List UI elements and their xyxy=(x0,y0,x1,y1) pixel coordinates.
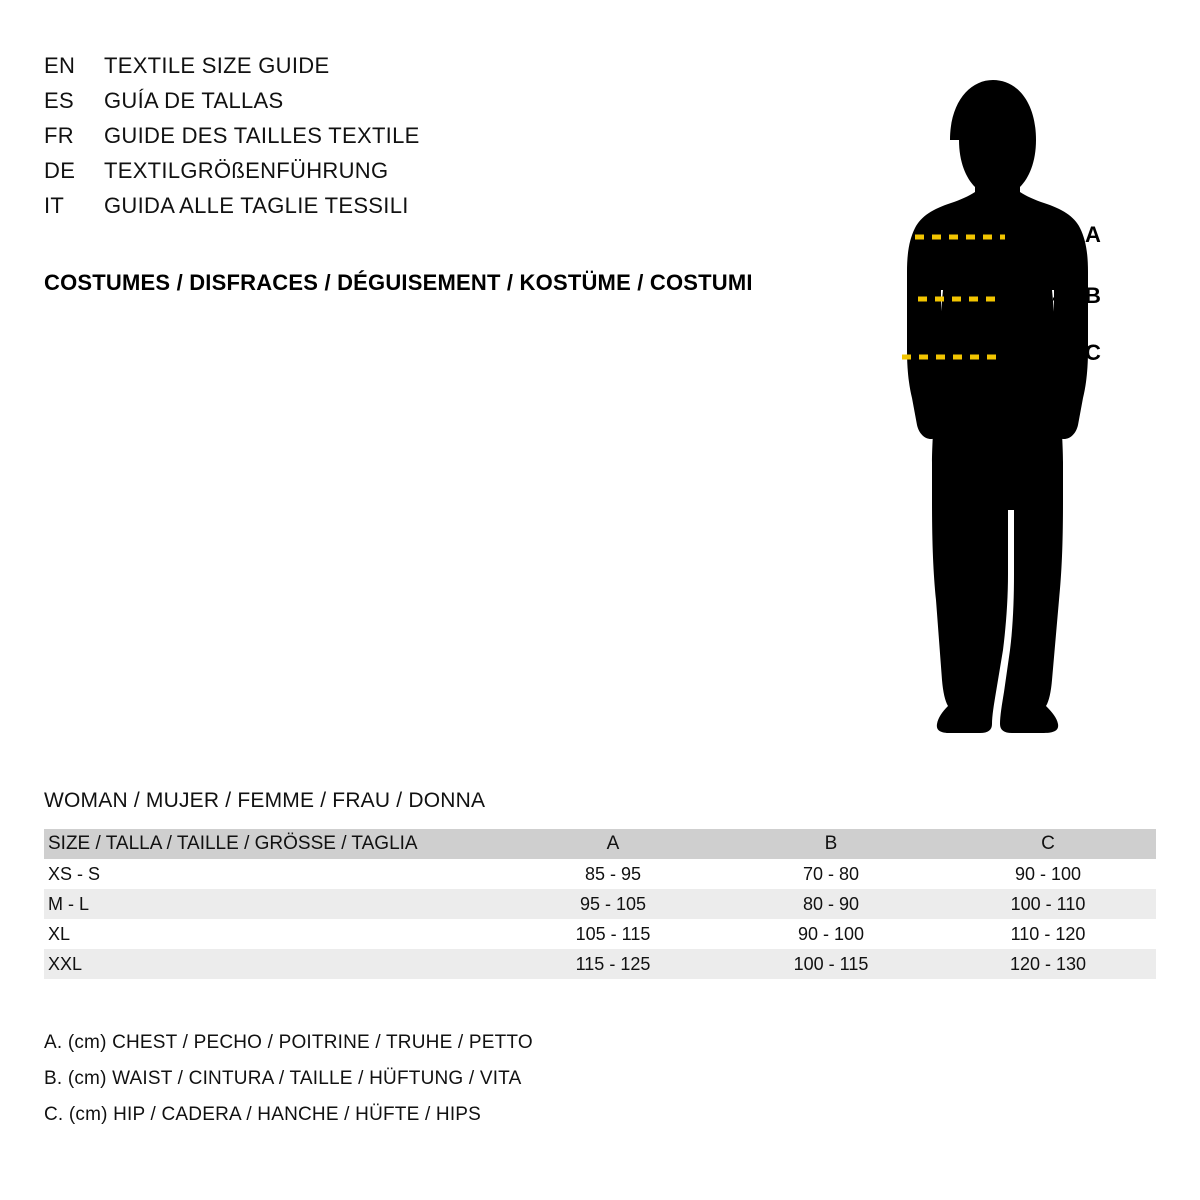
measure-label-c: C xyxy=(1085,340,1101,365)
measure-label-b: B xyxy=(1085,283,1101,308)
cell-size: XXL xyxy=(48,953,83,974)
cell-size: XL xyxy=(48,923,71,944)
language-row xyxy=(44,90,804,112)
cell-c: 110 - 120 xyxy=(1010,923,1086,944)
legend-line-c: C. (cm) HIP / CADERA / HANCHE / HÜFTE / HIPS xyxy=(44,1104,482,1125)
language-list xyxy=(44,55,804,230)
cell-b: 70 - 80 xyxy=(802,863,860,884)
table-row xyxy=(44,919,1156,949)
cell-a: 105 - 115 xyxy=(575,923,651,944)
column-header-a: A xyxy=(606,833,620,854)
cell-a: 95 - 105 xyxy=(579,893,647,914)
cell-size: M - L xyxy=(48,893,90,914)
language-row xyxy=(44,160,804,182)
table-body xyxy=(44,859,1156,979)
language-row xyxy=(44,55,804,77)
measure-label-group xyxy=(1085,40,1145,740)
language-code: FR xyxy=(44,123,74,148)
table-header-row xyxy=(44,829,1156,859)
cell-b: 100 - 115 xyxy=(793,953,869,974)
cell-c: 100 - 110 xyxy=(1010,893,1086,914)
language-code: IT xyxy=(44,193,65,218)
cell-c: 90 - 100 xyxy=(1014,863,1082,884)
table-title: WOMAN / MUJER / FEMME / FRAU / DONNA xyxy=(44,789,486,812)
table-header xyxy=(44,829,1156,859)
size-table xyxy=(44,829,1156,979)
cell-b: 80 - 90 xyxy=(802,893,860,914)
cell-a: 115 - 125 xyxy=(575,953,651,974)
column-header-b: B xyxy=(824,833,838,854)
legend-line-b: B. (cm) WAIST / CINTURA / TAILLE / HÜFTUNG / VITA xyxy=(44,1068,522,1089)
language-text: TEXTILE SIZE GUIDE xyxy=(104,53,330,78)
legend-line-a: A. (cm) CHEST / PECHO / POITRINE / TRUHE / PETTO xyxy=(44,1032,533,1053)
language-code: ES xyxy=(44,88,74,113)
language-text: GUIDE DES TAILLES TEXTILE xyxy=(104,123,420,148)
column-header-size: SIZE / TALLA / TAILLE / GRÖSSE / TAGLIA xyxy=(48,833,418,854)
language-row xyxy=(44,125,804,147)
costumes-subtitle: COSTUMES / DISFRACES / DÉGUISEMENT / KOSTÜME / COSTUMI xyxy=(44,270,753,295)
measurement-legend xyxy=(44,1033,533,1141)
table-row xyxy=(44,889,1156,919)
cell-c: 120 - 130 xyxy=(1009,953,1087,974)
cell-size: XS - S xyxy=(48,863,101,884)
language-code: DE xyxy=(44,158,76,183)
cell-b: 90 - 100 xyxy=(797,923,865,944)
column-header-c: C xyxy=(1041,833,1055,854)
language-text: TEXTILGRÖßENFÜHRUNG xyxy=(104,158,389,183)
language-text: GUÍA DE TALLAS xyxy=(104,88,284,113)
language-text: GUIDA ALLE TAGLIE TESSILI xyxy=(104,193,409,218)
cell-a: 85 - 95 xyxy=(584,863,642,884)
language-row xyxy=(44,195,804,217)
table-row xyxy=(44,949,1156,979)
language-code: EN xyxy=(44,53,76,78)
table-row xyxy=(44,859,1156,889)
silhouette-shape xyxy=(907,80,1088,733)
measure-label-a: A xyxy=(1085,222,1101,247)
